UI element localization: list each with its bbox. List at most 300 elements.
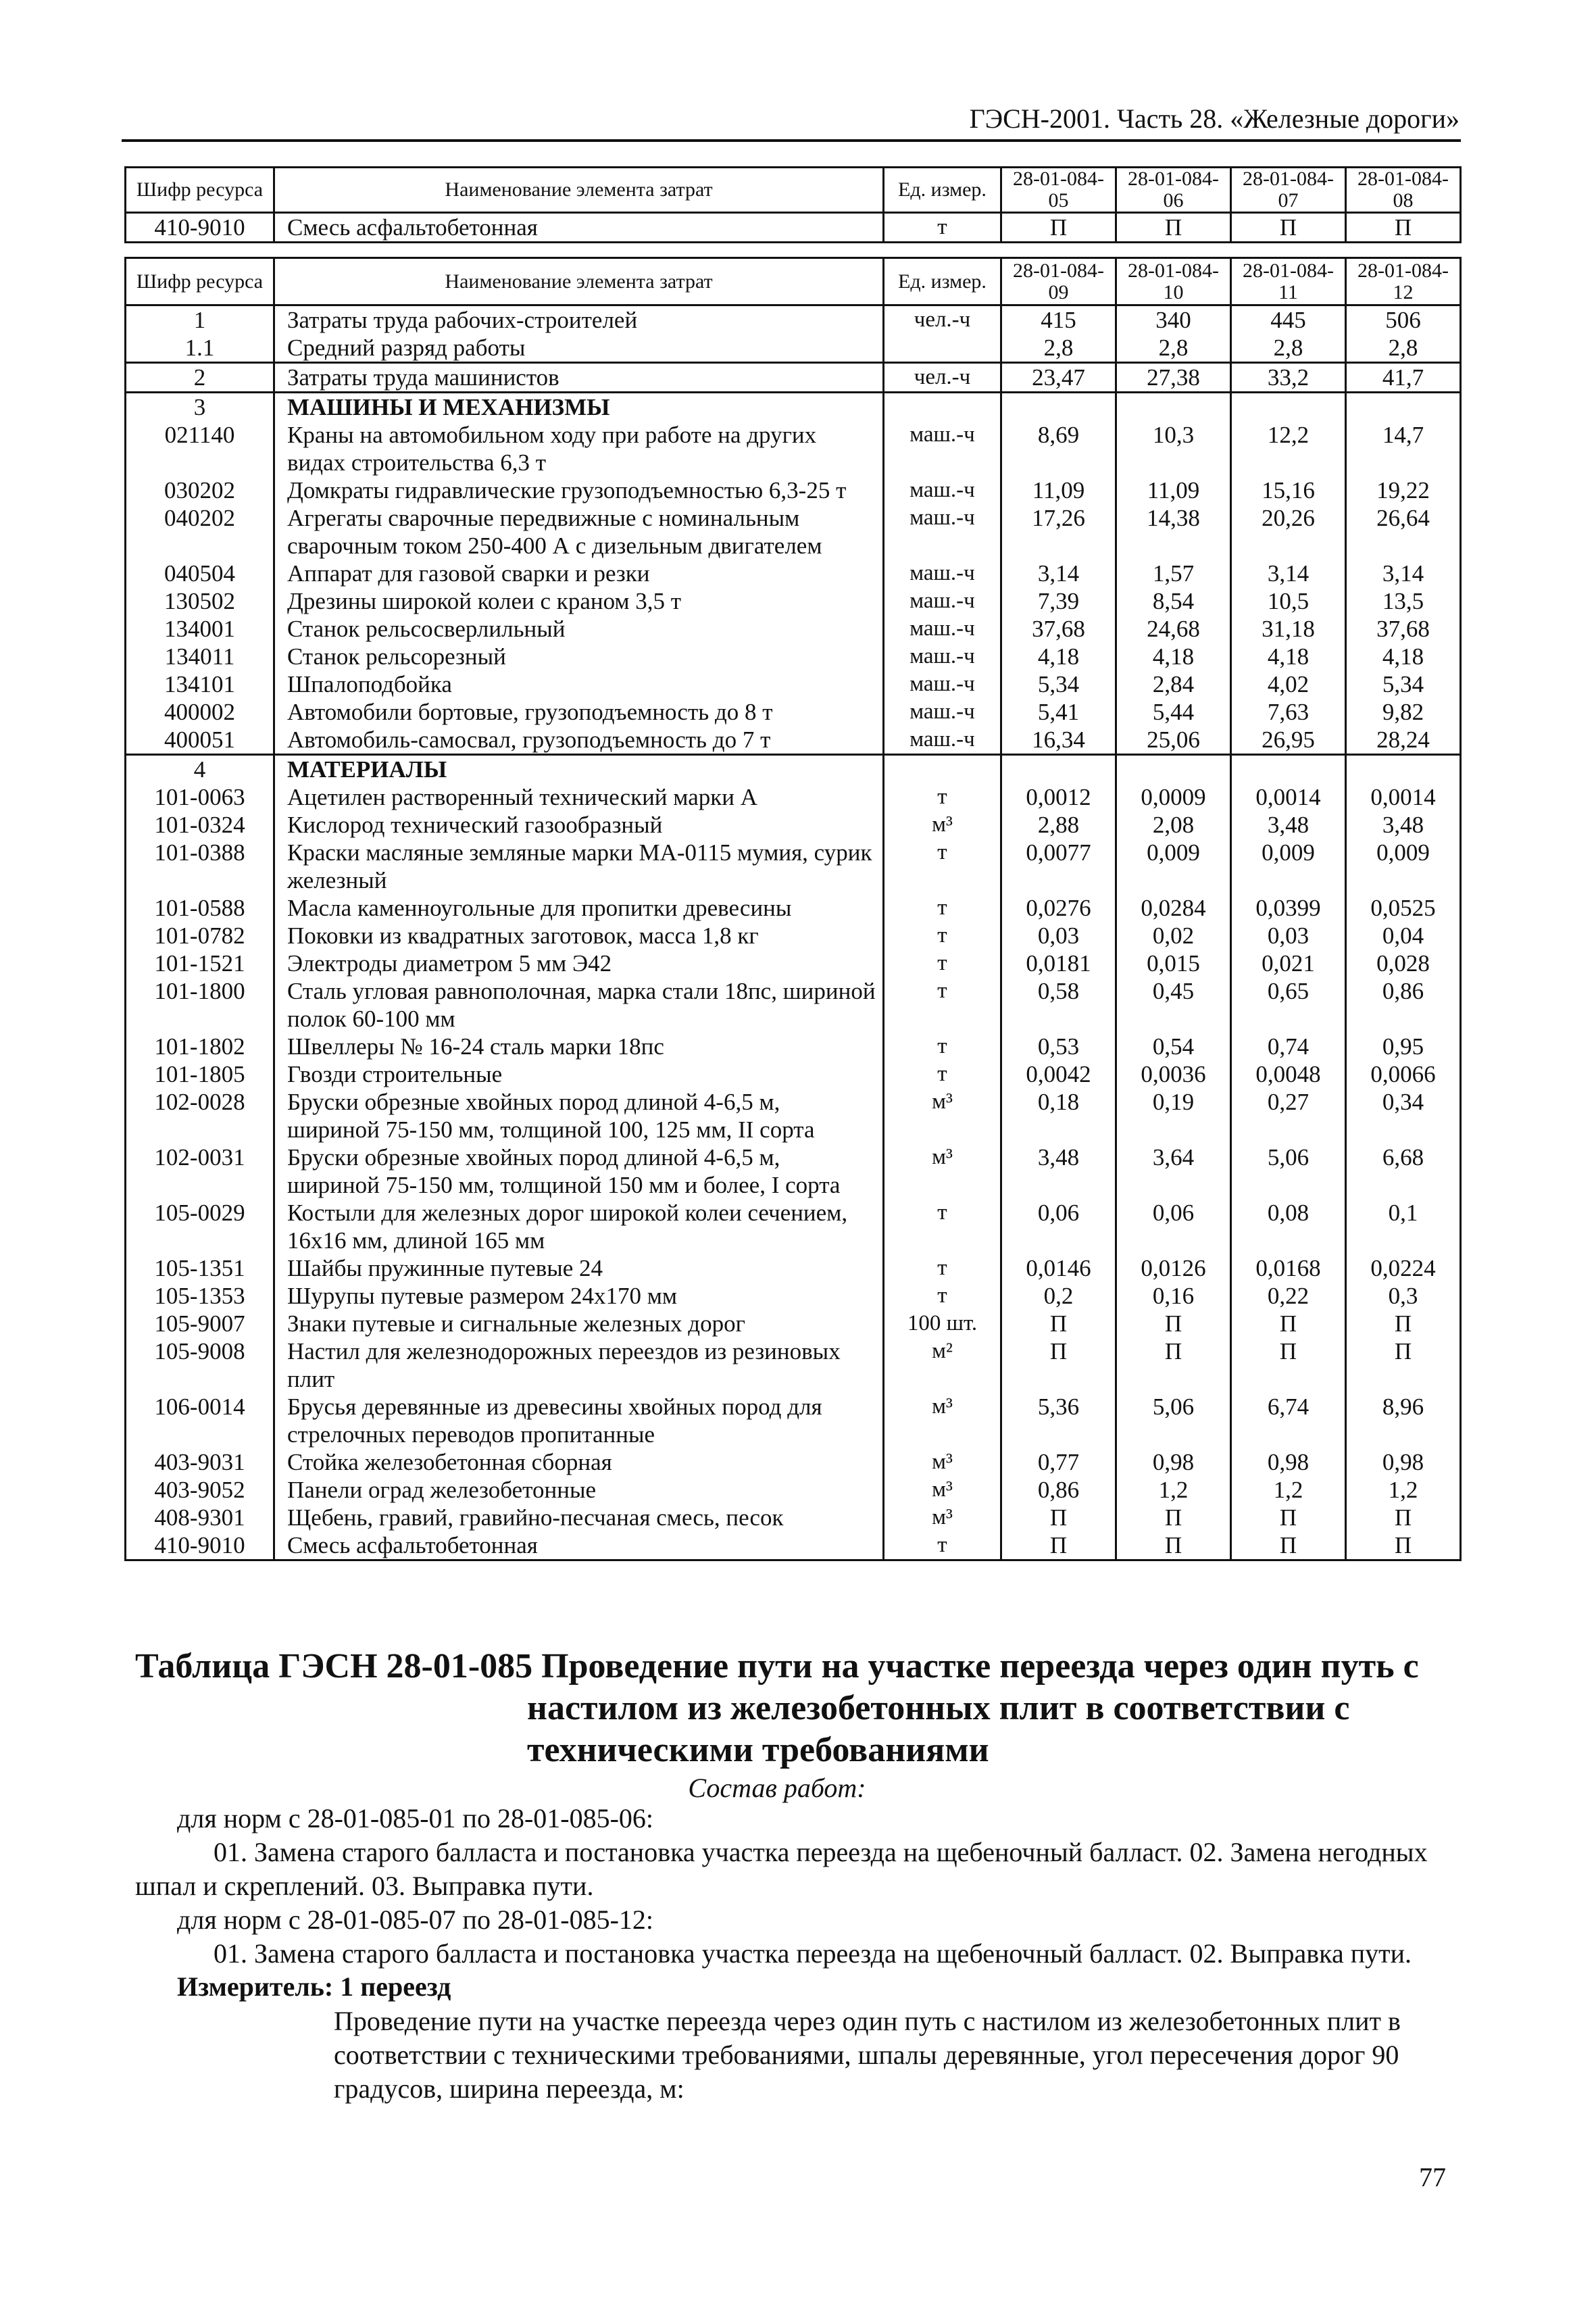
cell-name: Поковки из квадратных заготовок, масса 1,8 кг bbox=[274, 922, 884, 950]
cell-value-4: 0,0525 bbox=[1346, 894, 1461, 922]
cell-value-4: 9,82 bbox=[1346, 698, 1461, 726]
cell-value-4: 1,2 bbox=[1346, 1476, 1461, 1504]
cell-value-2 bbox=[1116, 755, 1231, 784]
cell-name: Настил для железнодорожных переездов из резиновых плит bbox=[274, 1337, 884, 1393]
cell-code: 101-0388 bbox=[126, 839, 274, 894]
cell-value-4: 14,7 bbox=[1346, 421, 1461, 476]
cell-value-1: 0,77 bbox=[1001, 1448, 1116, 1476]
norms-range-2: для норм с 28-01-085-07 по 28-01-085-12: bbox=[177, 1904, 654, 1935]
works-list-1-line-1: 01. Замена старого балласта и постановка участка переезда на щебеночный балласт. 02. Замена негодных bbox=[214, 1837, 1428, 1867]
page-number: 77 bbox=[1419, 2162, 1446, 2192]
table-row bbox=[126, 1282, 1461, 1310]
table-row bbox=[126, 1143, 1461, 1199]
cell-value-3: 31,18 bbox=[1231, 615, 1346, 643]
table-row bbox=[126, 698, 1461, 726]
measure-unit: Измеритель: 1 переезд bbox=[177, 1971, 451, 2002]
cell-value-3 bbox=[1231, 393, 1346, 422]
cell-value-3: П bbox=[1231, 1504, 1346, 1531]
cell-value-3: 0,22 bbox=[1231, 1282, 1346, 1310]
cell-code: 1.1 bbox=[126, 334, 274, 363]
cell-value-1: 415 bbox=[1001, 305, 1116, 335]
table-row bbox=[126, 1476, 1461, 1504]
cell-value-1: 5,41 bbox=[1001, 698, 1116, 726]
cell-name: Сталь угловая равнополочная, марка стали 18пс, шириной полок 60-100 мм bbox=[274, 977, 884, 1033]
cell-unit: маш.-ч bbox=[884, 560, 1001, 587]
cell-unit bbox=[884, 755, 1001, 784]
table-row bbox=[126, 1448, 1461, 1476]
cell-value-1: 23,47 bbox=[1001, 363, 1116, 393]
section-title-line-1: Таблица ГЭСН 28-01-085 Проведение пути на участке переезда через один путь с bbox=[135, 1647, 1419, 1685]
cell-code: 105-9008 bbox=[126, 1337, 274, 1393]
header-code: Шифр ресурса bbox=[126, 258, 274, 305]
works-list-2: 01. Замена старого балласта и постановка участка переезда на щебеночный балласт. 02. Выправка пути. bbox=[214, 1938, 1412, 1969]
cell-name: Дрезины широкой колеи с краном 3,5 т bbox=[274, 587, 884, 615]
running-head: ГЭСН-2001. Часть 28. «Железные дороги» bbox=[969, 103, 1460, 134]
cell-code: 130502 bbox=[126, 587, 274, 615]
cell-value-1: 3,14 bbox=[1001, 560, 1116, 587]
cell-value-3: 4,18 bbox=[1231, 643, 1346, 670]
cell-value-3: 26,95 bbox=[1231, 726, 1346, 755]
cell-value-1: П bbox=[1001, 213, 1116, 243]
cell-unit: маш.-ч bbox=[884, 587, 1001, 615]
cell-value-3: П bbox=[1231, 213, 1346, 243]
cell-value-3: 5,06 bbox=[1231, 1143, 1346, 1199]
cell-name: Шайбы пружинные путевые 24 bbox=[274, 1254, 884, 1282]
cell-code: 102-0031 bbox=[126, 1143, 274, 1199]
cell-value-1: 0,0181 bbox=[1001, 950, 1116, 977]
header-unit: Ед. измер. bbox=[884, 168, 1001, 213]
table-row bbox=[126, 615, 1461, 643]
cell-code: 030202 bbox=[126, 476, 274, 504]
cell-value-2 bbox=[1116, 393, 1231, 422]
cell-value-2: 14,38 bbox=[1116, 504, 1231, 560]
cell-value-4: 41,7 bbox=[1346, 363, 1461, 393]
cell-value-1: 0,0012 bbox=[1001, 783, 1116, 811]
cell-unit: м³ bbox=[884, 1504, 1001, 1531]
cell-value-3: 2,8 bbox=[1231, 334, 1346, 363]
cell-value-4: 19,22 bbox=[1346, 476, 1461, 504]
cell-value-2: 5,44 bbox=[1116, 698, 1231, 726]
table-row bbox=[126, 213, 1461, 243]
cell-value-1: 3,48 bbox=[1001, 1143, 1116, 1199]
cell-code: 040202 bbox=[126, 504, 274, 560]
cell-name: Агрегаты сварочные передвижные с номинальным сварочным током 250-400 А с дизельным двигателем bbox=[274, 504, 884, 560]
table2-body bbox=[126, 305, 1461, 1560]
cell-name: Станок рельсорезный bbox=[274, 643, 884, 670]
cell-value-4: 3,14 bbox=[1346, 560, 1461, 587]
cell-value-4: 2,8 bbox=[1346, 334, 1461, 363]
cell-value-2: 2,08 bbox=[1116, 811, 1231, 839]
cell-value-2: 25,06 bbox=[1116, 726, 1231, 755]
cell-name: Затраты труда рабочих-строителей bbox=[274, 305, 884, 335]
cell-value-1: 0,2 bbox=[1001, 1282, 1116, 1310]
table-row bbox=[126, 839, 1461, 894]
cell-value-2: П bbox=[1116, 1337, 1231, 1393]
header-col-4: 28-01-084-12 bbox=[1346, 258, 1461, 305]
cell-value-4: 0,009 bbox=[1346, 839, 1461, 894]
norms-range-1: для норм с 28-01-085-01 по 28-01-085-06: bbox=[177, 1803, 654, 1833]
table-row bbox=[126, 1199, 1461, 1254]
table-row bbox=[126, 977, 1461, 1033]
cell-code: 403-9052 bbox=[126, 1476, 274, 1504]
cell-value-1: П bbox=[1001, 1310, 1116, 1337]
cell-value-4: 0,34 bbox=[1346, 1088, 1461, 1143]
cell-name: Шпалоподбойка bbox=[274, 670, 884, 698]
cell-code: 4 bbox=[126, 755, 274, 784]
cell-unit: маш.-ч bbox=[884, 698, 1001, 726]
header-col-2: 28-01-084-10 bbox=[1116, 258, 1231, 305]
cell-unit: т bbox=[884, 1033, 1001, 1060]
cell-value-2: 0,45 bbox=[1116, 977, 1231, 1033]
table-row bbox=[126, 894, 1461, 922]
cell-name: Кислород технический газообразный bbox=[274, 811, 884, 839]
cell-name: Щебень, гравий, гравийно-песчаная смесь, песок bbox=[274, 1504, 884, 1531]
cell-value-4: П bbox=[1346, 1310, 1461, 1337]
cell-value-1: 0,03 bbox=[1001, 922, 1116, 950]
cell-value-4: 0,1 bbox=[1346, 1199, 1461, 1254]
table-row bbox=[126, 476, 1461, 504]
cell-code: 101-1521 bbox=[126, 950, 274, 977]
cell-value-4: 0,0224 bbox=[1346, 1254, 1461, 1282]
header-col-4: 28-01-084-08 bbox=[1346, 168, 1461, 213]
cell-unit: т bbox=[884, 1060, 1001, 1088]
table-row bbox=[126, 504, 1461, 560]
cell-name: Смесь асфальтобетонная bbox=[274, 213, 884, 243]
cell-value-4: 28,24 bbox=[1346, 726, 1461, 755]
cell-value-4: 0,04 bbox=[1346, 922, 1461, 950]
table-row bbox=[126, 643, 1461, 670]
cell-value-1: 0,86 bbox=[1001, 1476, 1116, 1504]
cell-value-4: П bbox=[1346, 1531, 1461, 1560]
works-list-1-line-2: шпал и скреплений. 03. Выправка пути. bbox=[135, 1871, 594, 1901]
cell-value-4: П bbox=[1346, 213, 1461, 243]
table-row bbox=[126, 1504, 1461, 1531]
cell-code: 410-9010 bbox=[126, 213, 274, 243]
cell-value-2: 27,38 bbox=[1116, 363, 1231, 393]
cell-unit: м³ bbox=[884, 1143, 1001, 1199]
cell-unit: маш.-ч bbox=[884, 670, 1001, 698]
cell-unit bbox=[884, 393, 1001, 422]
cell-value-4: 0,3 bbox=[1346, 1282, 1461, 1310]
cell-value-2: П bbox=[1116, 213, 1231, 243]
cell-value-1: 0,0077 bbox=[1001, 839, 1116, 894]
cell-value-4 bbox=[1346, 755, 1461, 784]
cell-value-2: 0,06 bbox=[1116, 1199, 1231, 1254]
cell-name: Электроды диаметром 5 мм Э42 bbox=[274, 950, 884, 977]
cell-name: Домкраты гидравлические грузоподъемностью 6,3-25 т bbox=[274, 476, 884, 504]
resource-table-084-05-08 bbox=[124, 166, 1462, 243]
cell-name: Костыли для железных дорог широкой колеи сечением, 16х16 мм, длиной 165 мм bbox=[274, 1199, 884, 1254]
cell-value-3: 0,03 bbox=[1231, 922, 1346, 950]
cell-value-2: 0,16 bbox=[1116, 1282, 1231, 1310]
header-rule bbox=[122, 139, 1461, 142]
cell-code: 134001 bbox=[126, 615, 274, 643]
cell-value-4: 0,95 bbox=[1346, 1033, 1461, 1060]
cell-unit: т bbox=[884, 783, 1001, 811]
cell-value-3: 0,0014 bbox=[1231, 783, 1346, 811]
cell-value-2: 0,02 bbox=[1116, 922, 1231, 950]
norm-description: Проведение пути на участке переезда через один путь с настилом из железобетонных плит в соответствии с техническими требованиями, шпалы деревянные, угол пересечения дорог 90 градусов, ширина переезда, м: bbox=[334, 2006, 1401, 2104]
cell-value-1: 0,0276 bbox=[1001, 894, 1116, 922]
cell-value-4: 4,18 bbox=[1346, 643, 1461, 670]
table-row bbox=[126, 811, 1461, 839]
cell-unit: маш.-ч bbox=[884, 476, 1001, 504]
cell-name: Швеллеры № 16-24 сталь марки 18пс bbox=[274, 1033, 884, 1060]
cell-code: 408-9301 bbox=[126, 1504, 274, 1531]
cell-value-1: 0,0146 bbox=[1001, 1254, 1116, 1282]
cell-value-3: 0,009 bbox=[1231, 839, 1346, 894]
table-row bbox=[126, 1254, 1461, 1282]
cell-value-2: 0,0036 bbox=[1116, 1060, 1231, 1088]
cell-value-4: П bbox=[1346, 1337, 1461, 1393]
cell-code: 400051 bbox=[126, 726, 274, 755]
section-title-line-2: настилом из железобетонных плит в соответствии с bbox=[527, 1689, 1350, 1727]
cell-value-2: 1,57 bbox=[1116, 560, 1231, 587]
cell-value-2: 24,68 bbox=[1116, 615, 1231, 643]
cell-name: Панели оград железобетонные bbox=[274, 1476, 884, 1504]
cell-value-2: 11,09 bbox=[1116, 476, 1231, 504]
cell-value-3: 0,08 bbox=[1231, 1199, 1346, 1254]
table-row bbox=[126, 1060, 1461, 1088]
cell-value-3: 0,0399 bbox=[1231, 894, 1346, 922]
cell-value-2: П bbox=[1116, 1310, 1231, 1337]
cell-value-1: 4,18 bbox=[1001, 643, 1116, 670]
cell-code: 106-0014 bbox=[126, 1393, 274, 1448]
cell-value-1: 0,58 bbox=[1001, 977, 1116, 1033]
cell-value-1: 17,26 bbox=[1001, 504, 1116, 560]
table1-body bbox=[126, 213, 1461, 243]
cell-value-4: 0,028 bbox=[1346, 950, 1461, 977]
cell-code: 134011 bbox=[126, 643, 274, 670]
cell-code: 101-1805 bbox=[126, 1060, 274, 1088]
cell-name: Автомобили бортовые, грузоподъемность до 8 т bbox=[274, 698, 884, 726]
cell-code: 102-0028 bbox=[126, 1088, 274, 1143]
table-row bbox=[126, 755, 1461, 784]
cell-value-2: 0,98 bbox=[1116, 1448, 1231, 1476]
cell-value-3: 7,63 bbox=[1231, 698, 1346, 726]
cell-code: 021140 bbox=[126, 421, 274, 476]
cell-name: МАТЕРИАЛЫ bbox=[274, 755, 884, 784]
cell-value-4: 6,68 bbox=[1346, 1143, 1461, 1199]
cell-unit: т bbox=[884, 922, 1001, 950]
cell-value-1: 0,0042 bbox=[1001, 1060, 1116, 1088]
header-col-3: 28-01-084-07 bbox=[1231, 168, 1346, 213]
cell-unit: т bbox=[884, 1199, 1001, 1254]
cell-value-3: 0,27 bbox=[1231, 1088, 1346, 1143]
table-row bbox=[126, 1393, 1461, 1448]
cell-value-1: П bbox=[1001, 1531, 1116, 1560]
cell-unit: м³ bbox=[884, 1448, 1001, 1476]
cell-value-2: 8,54 bbox=[1116, 587, 1231, 615]
table-row bbox=[126, 783, 1461, 811]
section-title bbox=[135, 1646, 1419, 1771]
table-row bbox=[126, 1337, 1461, 1393]
cell-value-1: 0,53 bbox=[1001, 1033, 1116, 1060]
cell-name: Бруски обрезные хвойных пород длиной 4-6,5 м, шириной 75-150 мм, толщиной 150 мм и более, I сорта bbox=[274, 1143, 884, 1199]
table-row bbox=[126, 1531, 1461, 1560]
cell-value-3: 0,98 bbox=[1231, 1448, 1346, 1476]
cell-code: 101-0782 bbox=[126, 922, 274, 950]
cell-unit: м³ bbox=[884, 1393, 1001, 1448]
cell-name: Знаки путевые и сигнальные железных дорог bbox=[274, 1310, 884, 1337]
cell-name: Брусья деревянные из древесины хвойных пород для стрелочных переводов пропитанные bbox=[274, 1393, 884, 1448]
cell-unit: т bbox=[884, 977, 1001, 1033]
section-title-line-3: техническими требованиями bbox=[527, 1731, 989, 1769]
table-row bbox=[126, 587, 1461, 615]
table-row bbox=[126, 1033, 1461, 1060]
header-col-2: 28-01-084-06 bbox=[1116, 168, 1231, 213]
cell-unit: т bbox=[884, 839, 1001, 894]
cell-code: 105-0029 bbox=[126, 1199, 274, 1254]
cell-value-3: 33,2 bbox=[1231, 363, 1346, 393]
cell-value-4: 0,0066 bbox=[1346, 1060, 1461, 1088]
cell-name: Краны на автомобильном ходу при работе на других видах строительства 6,3 т bbox=[274, 421, 884, 476]
header-col-1: 28-01-084-05 bbox=[1001, 168, 1116, 213]
table-row bbox=[126, 393, 1461, 422]
cell-value-1: П bbox=[1001, 1337, 1116, 1393]
cell-value-1: 37,68 bbox=[1001, 615, 1116, 643]
cell-name: Шурупы путевые размером 24х170 мм bbox=[274, 1282, 884, 1310]
cell-value-3: 0,74 bbox=[1231, 1033, 1346, 1060]
table-row bbox=[126, 334, 1461, 363]
cell-unit: м³ bbox=[884, 1088, 1001, 1143]
cell-value-1 bbox=[1001, 755, 1116, 784]
table-row bbox=[126, 421, 1461, 476]
cell-code: 1 bbox=[126, 305, 274, 335]
cell-unit: м³ bbox=[884, 1476, 1001, 1504]
cell-name: Гвозди строительные bbox=[274, 1060, 884, 1088]
cell-unit: чел.-ч bbox=[884, 305, 1001, 335]
cell-value-2: 0,0009 bbox=[1116, 783, 1231, 811]
cell-value-3: П bbox=[1231, 1337, 1346, 1393]
cell-value-2: 2,84 bbox=[1116, 670, 1231, 698]
cell-value-1: 11,09 bbox=[1001, 476, 1116, 504]
cell-code: 400002 bbox=[126, 698, 274, 726]
cell-unit: маш.-ч bbox=[884, 643, 1001, 670]
cell-name: Затраты труда машинистов bbox=[274, 363, 884, 393]
cell-code: 410-9010 bbox=[126, 1531, 274, 1560]
cell-value-3: 0,65 bbox=[1231, 977, 1346, 1033]
cell-value-3: П bbox=[1231, 1531, 1346, 1560]
header-col-3: 28-01-084-11 bbox=[1231, 258, 1346, 305]
works-composition-label: Состав работ: bbox=[688, 1773, 866, 1803]
cell-value-4: П bbox=[1346, 1504, 1461, 1531]
cell-value-3: 0,0048 bbox=[1231, 1060, 1346, 1088]
cell-unit: м³ bbox=[884, 811, 1001, 839]
cell-value-1: 8,69 bbox=[1001, 421, 1116, 476]
cell-value-2: 0,015 bbox=[1116, 950, 1231, 977]
cell-name: Краски масляные земляные марки МА-0115 мумия, сурик железный bbox=[274, 839, 884, 894]
table-row bbox=[126, 305, 1461, 335]
cell-value-4: 0,86 bbox=[1346, 977, 1461, 1033]
cell-code: 101-1800 bbox=[126, 977, 274, 1033]
cell-value-4: 8,96 bbox=[1346, 1393, 1461, 1448]
cell-value-1: 5,36 bbox=[1001, 1393, 1116, 1448]
resource-table-084-09-12 bbox=[124, 257, 1462, 1561]
cell-value-4: 0,98 bbox=[1346, 1448, 1461, 1476]
cell-name: Бруски обрезные хвойных пород длиной 4-6,5 м, шириной 75-150 мм, толщиной 100, 125 мм, II сорта bbox=[274, 1088, 884, 1143]
cell-code: 105-1351 bbox=[126, 1254, 274, 1282]
header-name: Наименование элемента затрат bbox=[274, 168, 884, 213]
cell-unit: чел.-ч bbox=[884, 363, 1001, 393]
cell-value-2: 10,3 bbox=[1116, 421, 1231, 476]
cell-unit: 100 шт. bbox=[884, 1310, 1001, 1337]
table-row bbox=[126, 726, 1461, 755]
cell-value-3: 4,02 bbox=[1231, 670, 1346, 698]
cell-value-4: 37,68 bbox=[1346, 615, 1461, 643]
table-row bbox=[126, 1088, 1461, 1143]
cell-code: 105-9007 bbox=[126, 1310, 274, 1337]
cell-value-3: 1,2 bbox=[1231, 1476, 1346, 1504]
cell-unit bbox=[884, 334, 1001, 363]
cell-unit: т bbox=[884, 950, 1001, 977]
cell-value-1: П bbox=[1001, 1504, 1116, 1531]
cell-value-3: 0,021 bbox=[1231, 950, 1346, 977]
cell-code: 3 bbox=[126, 393, 274, 422]
cell-value-3: 20,26 bbox=[1231, 504, 1346, 560]
cell-code: 101-0588 bbox=[126, 894, 274, 922]
cell-value-2: П bbox=[1116, 1531, 1231, 1560]
cell-value-3: 3,14 bbox=[1231, 560, 1346, 587]
cell-name: Средний разряд работы bbox=[274, 334, 884, 363]
cell-value-1: 2,88 bbox=[1001, 811, 1116, 839]
cell-value-3: П bbox=[1231, 1310, 1346, 1337]
cell-value-2: 0,19 bbox=[1116, 1088, 1231, 1143]
cell-value-4: 13,5 bbox=[1346, 587, 1461, 615]
cell-name: Смесь асфальтобетонная bbox=[274, 1531, 884, 1560]
cell-name: Автомобиль-самосвал, грузоподъемность до 7 т bbox=[274, 726, 884, 755]
cell-value-3: 445 bbox=[1231, 305, 1346, 335]
cell-name: Ацетилен растворенный технический марки А bbox=[274, 783, 884, 811]
cell-value-1: 2,8 bbox=[1001, 334, 1116, 363]
cell-value-2: 4,18 bbox=[1116, 643, 1231, 670]
cell-name: Станок рельсосверлильный bbox=[274, 615, 884, 643]
cell-name: МАШИНЫ И МЕХАНИЗМЫ bbox=[274, 393, 884, 422]
cell-code: 040504 bbox=[126, 560, 274, 587]
cell-unit: маш.-ч bbox=[884, 421, 1001, 476]
table-row bbox=[126, 560, 1461, 587]
cell-value-2: 340 bbox=[1116, 305, 1231, 335]
cell-value-2: 0,009 bbox=[1116, 839, 1231, 894]
cell-value-1: 0,18 bbox=[1001, 1088, 1116, 1143]
cell-code: 101-1802 bbox=[126, 1033, 274, 1060]
cell-unit: т bbox=[884, 213, 1001, 243]
cell-value-2: 3,64 bbox=[1116, 1143, 1231, 1199]
cell-value-1: 5,34 bbox=[1001, 670, 1116, 698]
cell-code: 134101 bbox=[126, 670, 274, 698]
cell-unit: т bbox=[884, 1254, 1001, 1282]
cell-value-1: 7,39 bbox=[1001, 587, 1116, 615]
cell-code: 105-1353 bbox=[126, 1282, 274, 1310]
cell-value-3: 12,2 bbox=[1231, 421, 1346, 476]
cell-value-2: 5,06 bbox=[1116, 1393, 1231, 1448]
cell-value-1 bbox=[1001, 393, 1116, 422]
cell-value-4: 3,48 bbox=[1346, 811, 1461, 839]
cell-value-4 bbox=[1346, 393, 1461, 422]
cell-value-3: 15,16 bbox=[1231, 476, 1346, 504]
cell-value-4: 26,64 bbox=[1346, 504, 1461, 560]
table-row bbox=[126, 922, 1461, 950]
table-row bbox=[126, 363, 1461, 393]
cell-value-3 bbox=[1231, 755, 1346, 784]
cell-unit: т bbox=[884, 894, 1001, 922]
cell-unit: маш.-ч bbox=[884, 504, 1001, 560]
header-unit: Ед. измер. bbox=[884, 258, 1001, 305]
cell-value-4: 5,34 bbox=[1346, 670, 1461, 698]
cell-unit: маш.-ч bbox=[884, 615, 1001, 643]
table-row bbox=[126, 950, 1461, 977]
cell-unit: т bbox=[884, 1282, 1001, 1310]
